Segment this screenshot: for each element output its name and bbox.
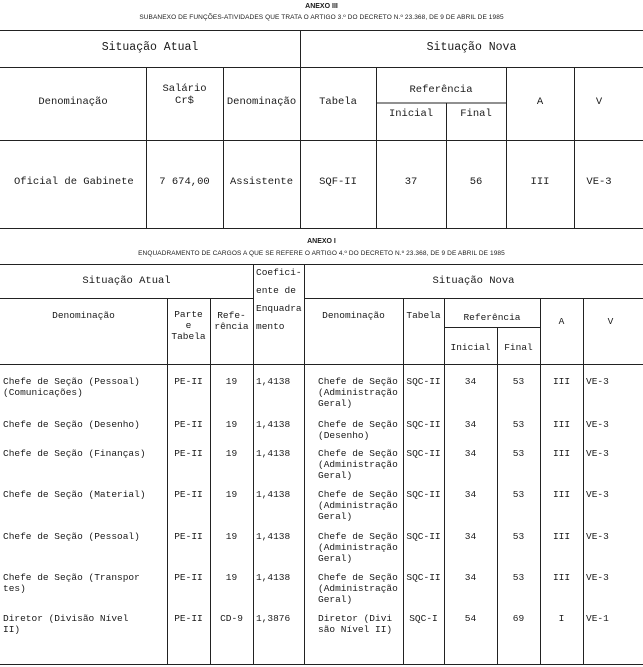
row-parte-tabela: PE-II (174, 613, 203, 624)
row-a: III (552, 376, 571, 387)
row-denominacao: Chefe de Seção (Desenho) (3, 419, 140, 430)
row-a: III (552, 531, 571, 542)
row-a: III (552, 572, 571, 583)
row-parte-tabela: PE-II (174, 572, 203, 583)
row-referencia: 19 (225, 572, 238, 583)
row-final: 53 (512, 419, 525, 430)
row-coeficiente: 1,4138 (256, 531, 291, 542)
annex3-row-final: 56 (469, 176, 483, 188)
row-a: III (552, 419, 571, 430)
row-parte-tabela: PE-II (174, 376, 203, 387)
annex1-col-referencia: Referência (463, 312, 521, 323)
row-tabela: SQC-II (406, 489, 441, 500)
annex3-col-final: Final (460, 108, 492, 120)
annex3-row-v: VE-3 (586, 176, 612, 188)
annex1-subtitle: ENQUADRAMENTO DE CARGOS A QUE SE REFERE O ARTIGO 4.º DO DECRETO N.º 23.368, DE 9 DE ABRIL DE 1985 (138, 250, 505, 257)
row-denominacao-nova-cont2: Geral) (318, 470, 353, 481)
row-denominacao-nova: Chefe de Seção (318, 489, 398, 500)
row-referencia: CD-9 (220, 613, 243, 624)
row-parte-tabela: PE-II (174, 419, 203, 430)
row-v: VE-3 (586, 376, 609, 387)
annex1-situacao-nova: Situação Nova (432, 275, 515, 287)
row-v: VE-3 (586, 531, 609, 542)
row-denominacao-nova-cont: (Administração (318, 459, 398, 470)
row-denominacao-nova: Chefe de Seção (318, 572, 398, 583)
row-tabela: SQC-I (409, 613, 438, 624)
row-denominacao: Chefe de Seção (Finanças) (3, 448, 146, 459)
row-denominacao-nova-cont: (Desenho) (318, 430, 370, 441)
row-denominacao-nova: Diretor (Divi (318, 613, 393, 624)
annex1-col-tabela: Tabela (406, 310, 441, 321)
annex3-row-salario: 7 674,00 (159, 176, 210, 188)
row-final: 53 (512, 489, 525, 500)
annex3-col-denominacao-2: Denominação (226, 96, 297, 108)
row-denominacao-nova-cont2: Geral) (318, 398, 353, 409)
annex1-coef-line-4: mento (256, 321, 285, 332)
row-referencia: 19 (225, 448, 238, 459)
row-denominacao-nova-cont: (Administração (318, 387, 398, 398)
annex1-col-parte-2: e (185, 320, 192, 331)
annex1-col-inicial: Inicial (450, 342, 491, 353)
annex1-col-denominacao-2: Denominação (322, 310, 385, 321)
row-denominacao: Chefe de Seção (Transpor (3, 572, 140, 583)
annex1-title: ANEXO I (307, 238, 336, 245)
row-parte-tabela: PE-II (174, 489, 203, 500)
row-v: VE-3 (586, 489, 609, 500)
annex1-col-a: A (558, 316, 565, 327)
row-referencia: 19 (225, 376, 238, 387)
row-denominacao-nova-cont2: Geral) (318, 511, 353, 522)
row-denominacao: Chefe de Seção (Pessoal) (3, 531, 140, 542)
row-final: 53 (512, 376, 525, 387)
row-parte-tabela: PE-II (174, 531, 203, 542)
annex3-col-moeda: Cr$ (175, 95, 194, 107)
annex3-col-v: V (595, 96, 603, 108)
row-a: III (552, 489, 571, 500)
annex3-col-denominacao: Denominação (38, 96, 108, 108)
annex1-col-ref-1: Refe- (217, 310, 246, 321)
annex1-coef-line-1: Coefici- (256, 267, 302, 278)
annex3-situacao-atual: Situação Atual (101, 41, 199, 54)
row-denominacao-nova: Chefe de Seção (318, 376, 398, 387)
row-coeficiente: 1,4138 (256, 448, 291, 459)
row-tabela: SQC-II (406, 531, 441, 542)
row-coeficiente: 1,4138 (256, 489, 291, 500)
row-denominacao-nova: Chefe de Seção (318, 448, 398, 459)
row-parte-tabela: PE-II (174, 448, 203, 459)
annex1-col-final: Final (504, 342, 533, 353)
row-a: III (552, 448, 571, 459)
row-inicial: 54 (464, 613, 477, 624)
row-denominacao-nova-cont: são Nível II) (318, 624, 393, 635)
row-denominacao-nova-cont: (Administração (318, 583, 398, 594)
annex1-col-parte-3: Tabela (171, 331, 206, 342)
row-denominacao-nova-cont: (Administração (318, 542, 398, 553)
annex1-situacao-atual: Situação Atual (82, 275, 171, 287)
row-v: VE-1 (586, 613, 609, 624)
annex3-subtitle: SUBANEXO DE FUNÇÕES-ATIVIDADES QUE TRATA O ARTIGO 3.º DO DECRETO N.º 23.368, DE 9 DE ABRIL DE 1985 (139, 14, 504, 21)
annex3-col-a: A (536, 96, 544, 108)
annex3-title: ANEXO III (305, 3, 338, 10)
row-final: 53 (512, 448, 525, 459)
row-a: I (558, 613, 565, 624)
annex1-coef-line-2: ente de (256, 285, 296, 296)
row-tabela: SQC-II (406, 419, 441, 430)
row-referencia: 19 (225, 531, 238, 542)
row-denominacao-nova-cont: (Administração (318, 500, 398, 511)
row-denominacao: Diretor (Divisão Nível (3, 613, 129, 624)
row-denominacao: Chefe de Seção (Material) (3, 489, 146, 500)
row-coeficiente: 1,3876 (256, 613, 291, 624)
row-coeficiente: 1,4138 (256, 419, 291, 430)
annex1-col-denominacao: Denominação (52, 310, 115, 321)
row-inicial: 34 (464, 572, 477, 583)
row-final: 69 (512, 613, 525, 624)
annex1-col-v: V (607, 316, 614, 327)
annex1-col-parte-1: Parte (174, 309, 203, 320)
row-v: VE-3 (586, 419, 609, 430)
row-inicial: 34 (464, 376, 477, 387)
row-tabela: SQC-II (406, 572, 441, 583)
row-tabela: SQC-II (406, 376, 441, 387)
row-inicial: 34 (464, 489, 477, 500)
annex3-row-a: III (530, 176, 550, 188)
row-inicial: 34 (464, 448, 477, 459)
annex3-row-denominacao: Oficial de Gabinete (14, 176, 134, 188)
annex3-row-tabela: SQF-II (319, 176, 357, 188)
row-referencia: 19 (225, 489, 238, 500)
row-coeficiente: 1,4138 (256, 376, 291, 387)
annex3-row-inicial: 37 (404, 176, 418, 188)
annex3-col-tabela: Tabela (319, 96, 357, 108)
row-denominacao-nova: Chefe de Seção (318, 531, 398, 542)
row-denominacao-nova-cont2: Geral) (318, 553, 353, 564)
row-denominacao-cont: tes) (3, 583, 26, 594)
annex3-col-inicial: Inicial (388, 108, 434, 120)
row-inicial: 34 (464, 531, 477, 542)
row-final: 53 (512, 572, 525, 583)
row-tabela: SQC-II (406, 448, 441, 459)
row-final: 53 (512, 531, 525, 542)
row-v: VE-3 (586, 448, 609, 459)
annex1-col-ref-2: rência (214, 321, 249, 332)
row-inicial: 34 (464, 419, 477, 430)
row-denominacao-cont: II) (3, 624, 21, 635)
row-referencia: 19 (225, 419, 238, 430)
row-denominacao: Chefe de Seção (Pessoal) (3, 376, 140, 387)
row-denominacao-nova: Chefe de Seção (318, 419, 398, 430)
annex1-coef-line-3: Enquadra (256, 303, 302, 314)
annex3-situacao-nova: Situação Nova (426, 41, 517, 54)
annex3-row-denominacao-nova: Assistente (229, 176, 293, 188)
row-coeficiente: 1,4138 (256, 572, 291, 583)
row-denominacao-cont: (Comunicações) (3, 387, 83, 398)
row-denominacao-nova-cont2: Geral) (318, 594, 353, 605)
annex3-col-referencia: Referência (409, 84, 473, 96)
annex3-col-salario: Salário (162, 83, 207, 95)
row-v: VE-3 (586, 572, 609, 583)
